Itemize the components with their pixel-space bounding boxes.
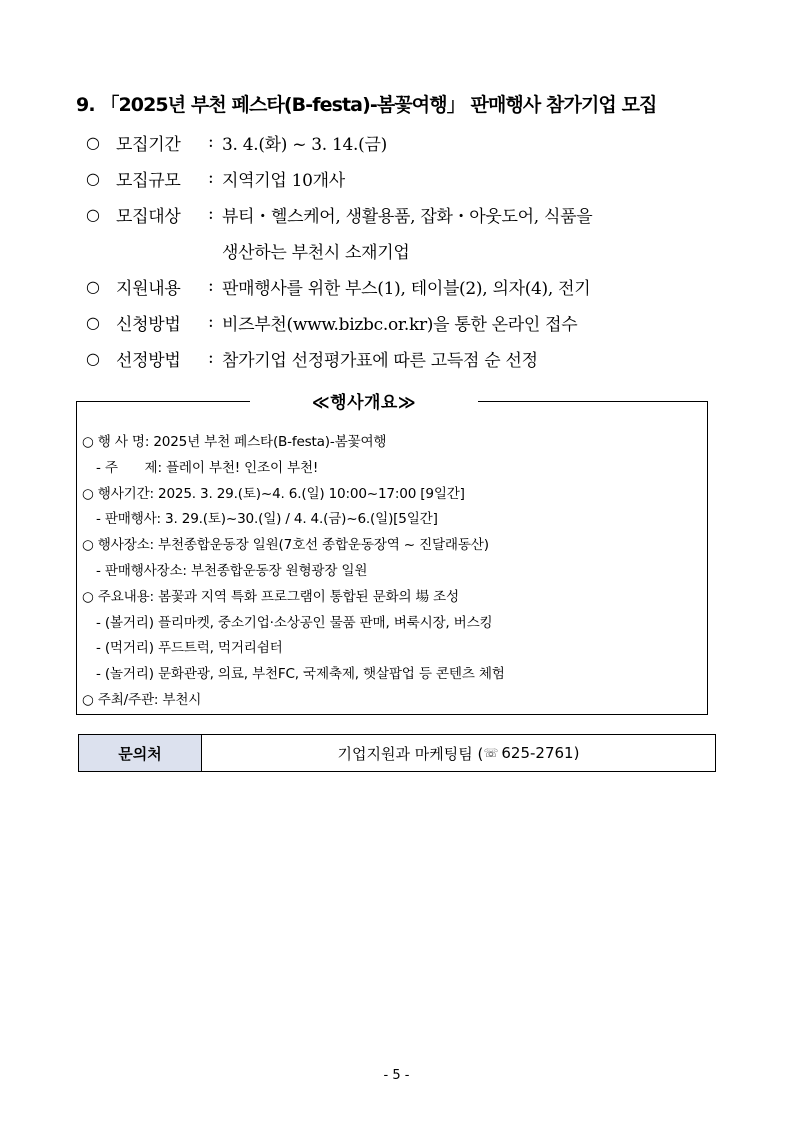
- overview-line: - 판매행사: 3. 29.(토)~30.(일) / 4. 4.(금)~6.(일)[5일간]: [96, 511, 438, 528]
- item-target-continued: [86, 232, 726, 268]
- item-label: 선정방법: [116, 350, 181, 371]
- overview-title: ≪행사개요≫: [250, 388, 478, 413]
- item-value: 지역기업 10개사: [222, 170, 345, 191]
- bullet: ○: [86, 348, 100, 368]
- item-value: 비즈부천(www.bizbc.or.kr)을 통한 온라인 접수: [222, 314, 578, 335]
- overview-line: - 판매행사장소: 부천종합운동장 원형광장 일원: [96, 562, 368, 579]
- bullet: ○: [86, 312, 100, 332]
- colon: :: [208, 132, 214, 152]
- overview-line: - (놀거리) 문화관광, 의료, 부천FC, 국제축제, 햇살팝업 등 콘텐츠 체험: [96, 666, 505, 683]
- overview-line: - 주 제: 플레이 부천! 인조이 부천!: [96, 459, 319, 476]
- page-number: - 5 -: [383, 1068, 410, 1083]
- item-target: [86, 196, 726, 232]
- item-support: [86, 268, 726, 304]
- item-period: [86, 124, 726, 160]
- overview-line: ○ 행사기간: 2025. 3. 29.(토)~4. 6.(일) 10:00~17:00 [9일간]: [82, 485, 465, 502]
- item-label: 모집기간: [116, 134, 181, 155]
- item-label: 지원내용: [116, 278, 181, 299]
- colon: :: [208, 312, 214, 332]
- overview-line: ○ 주요내용: 봄꽃과 지역 특화 프로그램이 통합된 문화의 場 조성: [82, 588, 459, 605]
- item-label: 신청방법: [116, 314, 181, 335]
- colon: :: [208, 204, 214, 224]
- item-value-continued: 생산하는 부천시 소재기업: [222, 242, 410, 263]
- bullet: ○: [86, 132, 100, 152]
- contact-label: 문의처: [79, 735, 202, 771]
- section-heading: 9. 「2025년 부천 페스타(B-festa)-봄꽃여행」 판매행사 참가기업 모집: [76, 94, 657, 116]
- item-application: [86, 304, 726, 340]
- overview-line: ○ 행사장소: 부천종합운동장 일원(7호선 종합운동장역 ~ 진달래동산): [82, 537, 489, 554]
- bullet: ○: [86, 204, 100, 224]
- bullet: ○: [86, 276, 100, 296]
- item-selection: [86, 340, 726, 376]
- overview-line: ○ 행 사 명: 2025년 부천 페스타(B-festa)-봄꽃여행: [82, 434, 387, 450]
- phone-icon: ☏: [483, 746, 499, 760]
- overview-line: - (먹거리) 푸드트럭, 먹거리쉼터: [96, 640, 283, 657]
- colon: :: [208, 348, 214, 368]
- colon: :: [208, 168, 214, 188]
- contact-table: [78, 734, 716, 772]
- contact-value: [202, 735, 715, 771]
- bullet: ○: [86, 168, 100, 188]
- item-label: 모집대상: [116, 206, 181, 227]
- item-scale: [86, 160, 726, 196]
- item-label: 모집규모: [116, 170, 181, 191]
- item-value: 참가기업 선정평가표에 따른 고득점 순 선정: [222, 350, 538, 371]
- contact-phone: 625-2761): [501, 744, 580, 762]
- overview-line: ○ 주최/주관: 부천시: [82, 691, 202, 708]
- recruitment-details: [86, 124, 726, 376]
- overview-lines: [82, 430, 712, 714]
- contact-department: 기업지원과 마케팅팀 (: [337, 744, 484, 763]
- overview-line: - (볼거리) 플리마켓, 중소기업·소상공인 물품 판매, 벼룩시장, 버스킹: [96, 614, 493, 631]
- item-value: 3. 4.(화) ~ 3. 14.(금): [222, 134, 387, 155]
- item-value: 뷰티・헬스케어, 생활용품, 잡화・아웃도어, 식품을: [222, 206, 593, 227]
- colon: :: [208, 276, 214, 296]
- item-value: 판매행사를 위한 부스(1), 테이블(2), 의자(4), 전기: [222, 278, 591, 299]
